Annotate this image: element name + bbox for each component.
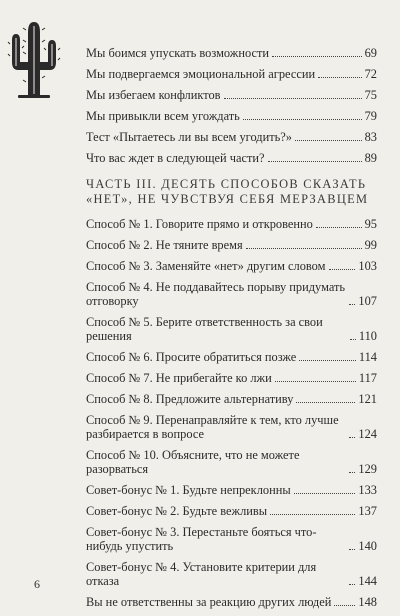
dot-leader	[349, 472, 355, 473]
toc-entry-title: Совет-бонус № 1. Будьте непреклонны	[86, 483, 291, 497]
toc-entry-page: 114	[358, 350, 377, 364]
toc-entry-page: 95	[364, 217, 377, 231]
part-heading-line2: «НЕТ», НЕ ЧУВСТВУЯ СЕБЯ МЕРЗАВЦЕМ	[86, 191, 369, 206]
toc-entry-page: 99	[364, 238, 377, 252]
toc-entry-title: Вы не ответственны за реакцию других людей	[86, 595, 332, 609]
toc-entry-page: 69	[364, 46, 377, 60]
toc-entry	[86, 109, 377, 123]
toc-entry-title: Мы привыкли всем угождать	[86, 109, 240, 123]
toc-entry	[86, 504, 377, 518]
toc-entry-title: Мы боимся упускать возможности	[86, 46, 270, 60]
cactus-icon	[8, 18, 60, 100]
toc-entry-title: Что вас ждет в следующей части?	[86, 151, 265, 165]
dot-leader	[329, 269, 356, 270]
toc-entry-page: 72	[364, 67, 377, 81]
toc-entry	[86, 595, 377, 609]
dot-leader	[268, 161, 362, 162]
toc-entry-title: Способ № 1. Говорите прямо и откровенно	[86, 217, 313, 231]
dot-leader	[349, 584, 355, 585]
toc-entry	[86, 151, 377, 165]
table-of-contents	[86, 46, 377, 616]
toc-entry-page: 83	[364, 130, 377, 144]
toc-entry-title: Способ № 2. Не тяните время	[86, 238, 243, 252]
toc-entry-title: Способ № 8. Предложите альтернативу	[86, 392, 294, 406]
page-number: 6	[34, 577, 40, 591]
dot-leader	[270, 514, 355, 515]
dot-leader	[272, 56, 362, 57]
toc-entry	[86, 448, 377, 476]
toc-entry-title: Мы подвергаемся эмоциональной агрессии	[86, 67, 316, 81]
toc-entry	[86, 130, 377, 144]
toc-entry-title: Способ № 3. Заменяйте «нет» другим словом	[86, 259, 326, 273]
toc-entry	[86, 483, 377, 497]
toc-entry	[86, 560, 377, 588]
dot-leader	[296, 402, 355, 403]
toc-entry-title: Тест «Пытаетесь ли вы всем угодить?»	[86, 130, 292, 144]
dot-leader	[349, 437, 355, 438]
toc-entry-title: Способ № 4. Не поддавайтесь порыву придумать отговорку	[86, 280, 346, 308]
toc-entry	[86, 217, 377, 231]
toc-entry	[86, 315, 377, 343]
toc-entry	[86, 46, 377, 60]
toc-entry-page: 124	[358, 427, 377, 441]
toc-entry-title: Совет-бонус № 2. Будьте вежливы	[86, 504, 268, 518]
toc-entry-title: Мы избегаем конфликтов	[86, 88, 221, 102]
toc-entry-page: 117	[358, 371, 377, 385]
toc-entry-page: 89	[364, 151, 377, 165]
toc-top-list	[86, 46, 377, 165]
dot-leader	[246, 248, 362, 249]
toc-entry-page: 75	[364, 88, 377, 102]
dot-leader	[299, 360, 356, 361]
dot-leader	[275, 381, 356, 382]
toc-entry-title: Способ № 5. Берите ответственность за свои решения	[86, 315, 323, 343]
dot-leader	[349, 304, 355, 305]
toc-entry-page: 121	[358, 392, 377, 406]
toc-entry-page: 107	[358, 294, 377, 308]
dot-leader	[334, 605, 355, 606]
dot-leader	[350, 339, 356, 340]
dot-leader	[295, 140, 362, 141]
toc-entry	[86, 88, 377, 102]
dot-leader	[349, 549, 355, 550]
dot-leader	[316, 227, 362, 228]
toc-entry-page: 137	[358, 504, 377, 518]
toc-entry-title: Способ № 7. Не прибегайте ко лжи	[86, 371, 272, 385]
part-heading	[86, 177, 377, 206]
toc-entry-title: Совет-бонус № 4. Установите критерии для отказа	[86, 560, 317, 588]
toc-entry	[86, 238, 377, 252]
toc-entry	[86, 392, 377, 406]
toc-entry	[86, 371, 377, 385]
toc-entry-page: 144	[358, 574, 377, 588]
toc-entry-title: Способ № 6. Просите обратиться позже	[86, 350, 297, 364]
toc-entry-page: 110	[358, 329, 377, 343]
toc-entry-title: Совет-бонус № 3. Перестаньте бояться что-нибудь упустить	[86, 525, 317, 553]
toc-entry-page: 140	[358, 539, 377, 553]
toc-entry	[86, 280, 377, 308]
toc-entry	[86, 67, 377, 81]
toc-entry-page: 133	[358, 483, 377, 497]
toc-entry	[86, 525, 377, 553]
dot-leader	[224, 98, 362, 99]
dot-leader	[318, 77, 362, 78]
toc-entry	[86, 259, 377, 273]
toc-entry-title: Способ № 10. Объясните, что не можете разорваться	[86, 448, 300, 476]
toc-entry-page: 148	[358, 595, 377, 609]
toc-part-list	[86, 217, 377, 609]
toc-entry	[86, 413, 377, 441]
dot-leader	[294, 493, 356, 494]
toc-entry-page: 103	[358, 259, 377, 273]
part-heading-line1: ЧАСТЬ III. ДЕСЯТЬ СПОСОБОВ СКАЗАТЬ	[86, 177, 367, 191]
dot-leader	[243, 119, 362, 120]
toc-entry	[86, 350, 377, 364]
toc-entry-page: 79	[364, 109, 377, 123]
toc-entry-page: 129	[358, 462, 377, 476]
toc-entry-title: Способ № 9. Перенаправляйте к тем, кто лучше разбирается в вопросе	[86, 413, 339, 441]
